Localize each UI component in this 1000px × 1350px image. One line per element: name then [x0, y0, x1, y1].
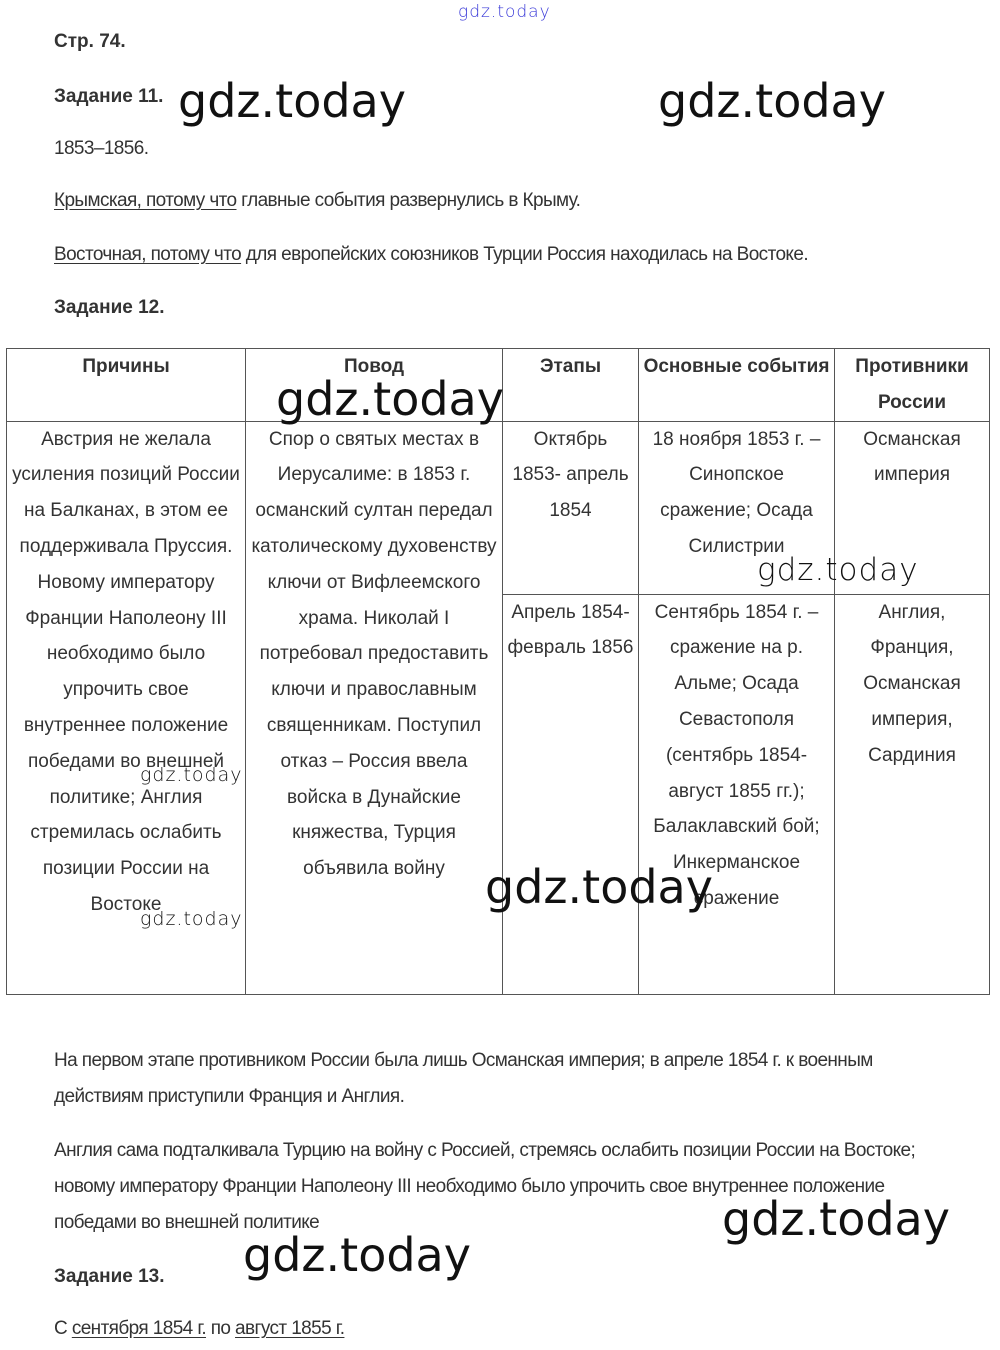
header-opponents: Противники России	[835, 349, 990, 422]
table-header-row	[7, 349, 990, 422]
table-row	[7, 421, 990, 594]
watermark: gdz.today	[658, 74, 886, 128]
watermark: gdz.today	[140, 764, 243, 786]
header-pretext: Повод	[246, 349, 503, 422]
watermark: gdz.today	[757, 552, 919, 588]
task13-answer	[54, 1318, 344, 1340]
answer-to: август 1855 г.	[235, 1318, 345, 1339]
answer-prefix: С	[54, 1318, 72, 1339]
crimean-war-table	[6, 348, 990, 995]
task12-para2: Англия сама подталкивала Турцию на войну с Россией, стремясь ослабить позиции России на Востоке; новому императору Франции Наполеону III необходимо было упрочить свое внутреннее положение победами во внешней политике	[54, 1140, 916, 1233]
page-header: Стр. 74.	[54, 31, 126, 52]
header-events: Основные события	[639, 349, 835, 422]
watermark: gdz.today	[243, 1228, 471, 1282]
crimean-underlined: Крымская, потому что	[54, 190, 237, 211]
task11-answer-crimean	[54, 190, 580, 212]
task11-title: Задание 11.	[54, 86, 164, 107]
eastern-underlined: Восточная, потому что	[54, 244, 242, 265]
cell-causes: Австрия не желала усиления позиций России на Балканах, в этом ее поддерживала Пруссия. Новому императору Франции Наполеону III необходимо было упрочить свое внутреннее положение победами во внешней политике; Англия стремилась ослабить позиции России на Востоке	[7, 421, 246, 994]
crimean-rest: главные события развернулись в Крыму.	[236, 190, 581, 211]
cell-stage2-period: Апрель 1854- февраль 1856	[503, 594, 639, 994]
eastern-rest: для европейских союзников Турции Россия находилась на Востоке.	[241, 244, 808, 265]
watermark-top: gdz.today	[458, 2, 551, 22]
task11-answer-eastern	[54, 244, 808, 266]
watermark: gdz.today	[276, 372, 504, 426]
watermark: gdz.today	[722, 1192, 950, 1246]
cell-stage1-events: 18 ноября 1853 г. – Синопское сражение; Осада Силистрии	[639, 421, 835, 594]
cell-stage1-opponents: Османская империя	[835, 421, 990, 594]
header-stages: Этапы	[503, 349, 639, 422]
header-causes: Причины	[7, 349, 246, 422]
cell-stage2-events: Сентябрь 1854 г. – сражение на р. Альме; Осада Севастополя (сентябрь 1854- август 1855 гг.); Балаклавский бой; Инкерманское сражение	[639, 594, 835, 994]
watermark: gdz.today	[178, 74, 406, 128]
watermark: gdz.today	[485, 860, 713, 914]
cell-stage1-period: Октябрь 1853- апрель 1854	[503, 421, 639, 594]
watermark: gdz.today	[140, 908, 243, 930]
task11-years: 1853–1856.	[54, 138, 149, 159]
task12-para1: На первом этапе противником России была лишь Османская империя; в апреле 1854 г. к военным действиям приступили Франция и Англия.	[54, 1050, 873, 1107]
answer-middle: по	[206, 1318, 236, 1339]
answer-from: сентября 1854 г.	[71, 1318, 207, 1339]
cell-pretext: Спор о святых местах в Иерусалиме: в 1853 г. османский султан передал католическому духовенству ключи от Вифлеемского храма. Николай I потребовал предоставить ключи и православным священникам. Поступил отказ – Россия ввела войска в Дунайские княжества, Турция объявила войну	[246, 421, 503, 994]
task12-title: Задание 12.	[54, 297, 165, 318]
cell-stage2-opponents: Англия, Франция, Османская империя, Сардиния	[835, 594, 990, 994]
task13-title: Задание 13.	[54, 1266, 165, 1287]
